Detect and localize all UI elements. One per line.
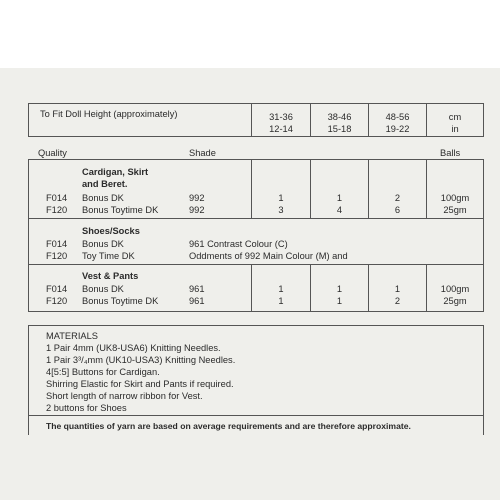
- material-item: Short length of narrow ribbon for Vest.: [46, 391, 203, 401]
- quality-code: F120: [46, 205, 68, 215]
- unit-cm: cm: [448, 112, 462, 122]
- unit-in: in: [451, 124, 459, 134]
- material-item: 2 buttons for Shoes: [46, 403, 127, 413]
- material-item: 1 Pair 3³/₄mm (UK10-USA3) Knitting Needles.: [46, 355, 236, 365]
- quality-code: F120: [46, 296, 68, 306]
- quantity-size-1: 3: [278, 205, 284, 215]
- quantity-size-2: 4: [336, 205, 343, 215]
- quantity-size-2: 1: [336, 296, 343, 306]
- shade-value: 992: [189, 193, 205, 203]
- ball-weight: 100gm: [440, 193, 470, 203]
- section-title: Vest & Pants: [82, 271, 139, 281]
- shade-value: 961: [189, 296, 205, 306]
- quantity-size-1: 1: [278, 193, 284, 203]
- ball-weight: 100gm: [440, 284, 470, 294]
- shade-header: Shade: [189, 148, 216, 158]
- quality-header: Quality: [38, 148, 67, 158]
- shade-value: 961 Contrast Colour (C): [189, 239, 288, 249]
- background-top: [0, 0, 500, 68]
- yarn-name: Bonus Toytime DK: [82, 296, 159, 306]
- yarn-name: Bonus DK: [82, 193, 124, 203]
- quantity-size-1: 1: [278, 296, 284, 306]
- section-title: Shoes/Socks: [82, 226, 140, 236]
- size-1-cm: 31-36: [269, 112, 293, 122]
- quantity-size-2: 1: [336, 284, 343, 294]
- quantity-size-3: 1: [394, 284, 401, 294]
- yarn-name: Toy Time DK: [82, 251, 135, 261]
- quantity-size-3: 2: [394, 296, 401, 306]
- size-3-cm: 48-56: [385, 112, 410, 122]
- size-2-in: 15-18: [327, 124, 352, 134]
- size-3-in: 19-22: [385, 124, 410, 134]
- material-item: Shirring Elastic for Skirt and Pants if required.: [46, 379, 234, 389]
- yarn-name: Bonus DK: [82, 284, 124, 294]
- yarn-name: Bonus DK: [82, 239, 124, 249]
- doll-height-label: To Fit Doll Height (approximately): [40, 109, 178, 119]
- material-item: 1 Pair 4mm (UK8-USA6) Knitting Needles.: [46, 343, 221, 353]
- shade-value: 961: [189, 284, 205, 294]
- material-item: 4[5:5] Buttons for Cardigan.: [46, 367, 160, 377]
- quality-code: F014: [46, 239, 68, 249]
- ball-weight: 25gm: [443, 296, 467, 306]
- shade-value: 992: [189, 205, 205, 215]
- quality-code: F014: [46, 284, 68, 294]
- yarn-name: Bonus Toytime DK: [82, 205, 159, 215]
- quality-code: F014: [46, 193, 68, 203]
- section-title: and Beret.: [82, 179, 128, 189]
- quantity-size-3: 6: [394, 205, 401, 215]
- section-title: Cardigan, Skirt: [82, 167, 149, 177]
- yarn-quantity-note: The quantities of yarn are based on average requirements and are therefore approximate.: [46, 421, 411, 431]
- shade-value: Oddments of 992 Main Colour (M) and: [189, 251, 348, 261]
- quantity-size-2: 1: [336, 193, 343, 203]
- quality-code: F120: [46, 251, 68, 261]
- quantity-size-1: 1: [278, 284, 284, 294]
- quantity-size-3: 2: [394, 193, 401, 203]
- size-2-cm: 38-46: [327, 112, 352, 122]
- size-1-in: 12-14: [269, 124, 293, 134]
- materials-heading: MATERIALS: [46, 331, 99, 341]
- ball-weight: 25gm: [443, 205, 467, 215]
- balls-header: Balls: [440, 148, 461, 158]
